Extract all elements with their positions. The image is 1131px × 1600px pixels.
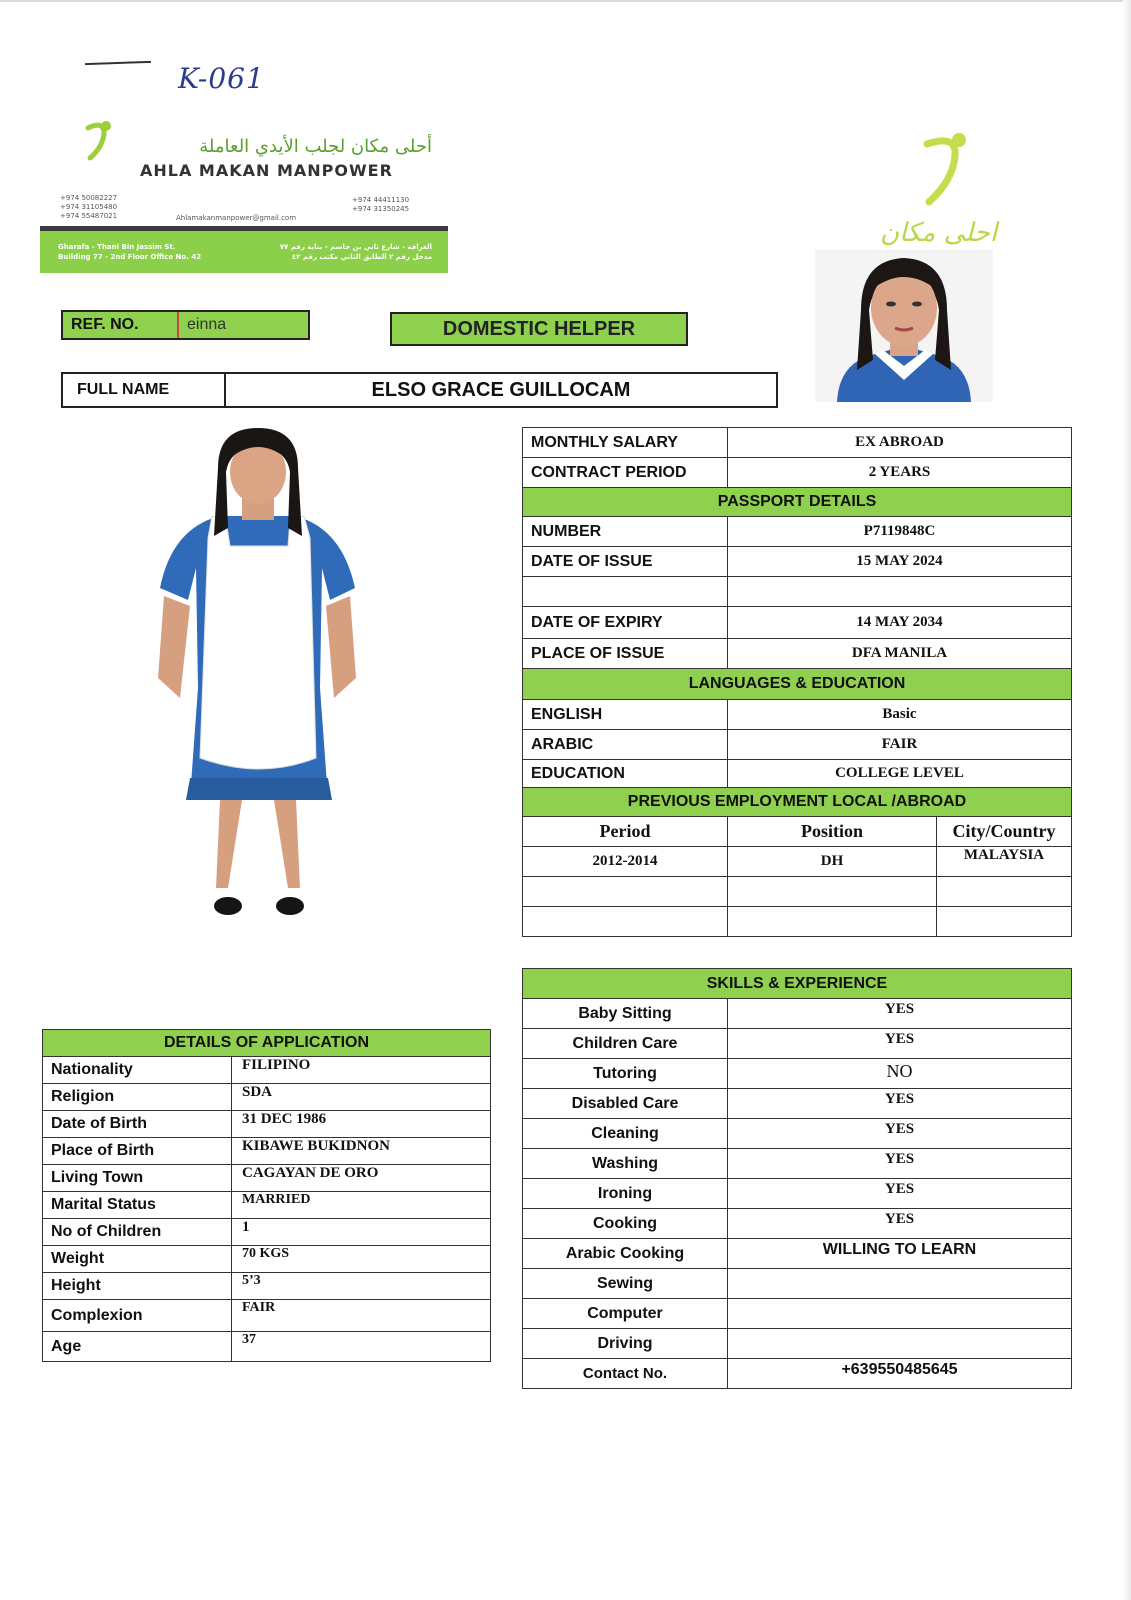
skill-value: [728, 1329, 1072, 1359]
skill-value: [728, 1269, 1072, 1299]
arabic-label: ARABIC: [523, 730, 728, 760]
place-of-issue-value: DFA MANILA: [728, 639, 1072, 669]
detail-value: CAGAYAN DE ORO: [232, 1165, 491, 1192]
skill-value: NO: [728, 1059, 1072, 1089]
salary-label: MONTHLY SALARY: [523, 428, 728, 458]
full-body-photo: [150, 428, 365, 943]
table-row: [523, 1119, 1072, 1149]
table-row: [523, 847, 1072, 877]
blank-label: [523, 577, 728, 607]
table-row: [523, 1329, 1072, 1359]
detail-label: Weight: [43, 1246, 232, 1273]
table-row: [523, 760, 1072, 788]
agency-phones-left: +974 50082227 +974 31105480 +974 55487021: [60, 194, 118, 220]
detail-value: 37: [232, 1332, 491, 1362]
agency-name-arabic: أحلى مكان لجلب الأيدي العاملة: [199, 136, 432, 157]
scan-shadow: [1123, 0, 1131, 1600]
application-section-title: DETAILS OF APPLICATION: [43, 1030, 491, 1057]
table-row: [43, 1192, 491, 1219]
employment-country: MALAYSIA: [937, 847, 1072, 877]
table-row: [523, 1059, 1072, 1089]
section-header: [43, 1030, 491, 1057]
employment-position: [728, 877, 937, 907]
table-row: [523, 547, 1072, 577]
detail-label: No of Children: [43, 1219, 232, 1246]
skill-value: YES: [728, 1119, 1072, 1149]
table-row: [523, 999, 1072, 1029]
employment-section-title: PREVIOUS EMPLOYMENT LOCAL /ABROAD: [523, 788, 1072, 817]
table-row: [523, 730, 1072, 760]
table-row: [523, 907, 1072, 937]
skill-label: Driving: [523, 1329, 728, 1359]
scan-edge: [0, 0, 1131, 2]
contact-value: +639550485645: [728, 1359, 1072, 1389]
table-row: [43, 1246, 491, 1273]
skill-value: WILLING TO LEARN: [728, 1239, 1072, 1269]
table-row: [523, 458, 1072, 488]
skill-label: Sewing: [523, 1269, 728, 1299]
agency-address-en: Gharafa - Thani Bin Jassim St. Building 77 - 2nd Floor Office No. 42: [58, 243, 202, 261]
table-row: [523, 1209, 1072, 1239]
spacer-row: [523, 937, 1072, 969]
skill-value: YES: [728, 1089, 1072, 1119]
section-header: [523, 788, 1072, 817]
agency-phones-right: +974 44411130 +974 31350245: [352, 196, 410, 213]
table-row: [43, 1332, 491, 1362]
passport-photo: [815, 250, 993, 402]
detail-label: Date of Birth: [43, 1111, 232, 1138]
detail-value: 1: [232, 1219, 491, 1246]
agency-address-ar: الغرافة - شارع ثاني بن جاسم - بناية رقم ٧٧ مدخل رقم ٢ الطابق الثاني مكتب رقم ٤٢: [279, 243, 432, 261]
full-name-value: ELSO GRACE GUILLOCAM: [371, 378, 631, 401]
detail-label: Place of Birth: [43, 1138, 232, 1165]
pen-stroke: [85, 61, 151, 65]
contact-label: Contact No.: [523, 1359, 728, 1389]
table-header-row: [523, 817, 1072, 847]
handwritten-ref: K-061: [178, 62, 265, 95]
employment-country: [937, 907, 1072, 937]
table-row: [523, 639, 1072, 669]
agency-logo-large-icon: [915, 130, 975, 210]
full-name-label: FULL NAME: [63, 374, 226, 406]
job-title: DOMESTIC HELPER: [390, 312, 688, 346]
employment-period: [523, 907, 728, 937]
section-header: [523, 969, 1072, 999]
expiry-date-value: 14 MAY 2034: [728, 607, 1072, 639]
table-row: [523, 577, 1072, 607]
salary-value: EX ABROAD: [728, 428, 1072, 458]
employment-country: [937, 877, 1072, 907]
detail-value: FILIPINO: [232, 1057, 491, 1084]
contract-value: 2 YEARS: [728, 458, 1072, 488]
detail-label: Living Town: [43, 1165, 232, 1192]
employment-period: [523, 877, 728, 907]
table-row: [43, 1084, 491, 1111]
detail-value: KIBAWE BUKIDNON: [232, 1138, 491, 1165]
passport-number-label: NUMBER: [523, 517, 728, 547]
table-row: [523, 1269, 1072, 1299]
detail-label: Marital Status: [43, 1192, 232, 1219]
skill-value: YES: [728, 1029, 1072, 1059]
skill-label: Baby Sitting: [523, 999, 728, 1029]
skill-label: Cooking: [523, 1209, 728, 1239]
skill-label: Cleaning: [523, 1119, 728, 1149]
issue-date-value: 15 MAY 2024: [728, 547, 1072, 577]
watermark-arabic: احلى مكان: [880, 218, 998, 248]
passport-number-value: P7119848C: [728, 517, 1072, 547]
detail-label: Religion: [43, 1084, 232, 1111]
employment-position: DH: [728, 847, 937, 877]
agency-name-english: AHLA MAKAN MANPOWER: [140, 161, 393, 180]
table-row: [523, 428, 1072, 458]
skill-label: Arabic Cooking: [523, 1239, 728, 1269]
detail-label: Height: [43, 1273, 232, 1300]
detail-value: FAIR: [232, 1300, 491, 1332]
table-row: [523, 517, 1072, 547]
employee-details-table: [522, 427, 1072, 1389]
english-label: ENGLISH: [523, 700, 728, 730]
skill-label: Ironing: [523, 1179, 728, 1209]
employment-position: [728, 907, 937, 937]
contract-label: CONTRACT PERIOD: [523, 458, 728, 488]
expiry-date-label: DATE OF EXPIRY: [523, 607, 728, 639]
table-row: [523, 877, 1072, 907]
detail-value: 70 KGS: [232, 1246, 491, 1273]
position-header: Position: [728, 817, 937, 847]
skill-value: [728, 1299, 1072, 1329]
section-header: [523, 488, 1072, 517]
english-value: Basic: [728, 700, 1072, 730]
table-row: [523, 1029, 1072, 1059]
table-row: [43, 1219, 491, 1246]
detail-value: 5’3: [232, 1273, 491, 1300]
detail-value: 31 DEC 1986: [232, 1111, 491, 1138]
skill-label: Children Care: [523, 1029, 728, 1059]
place-of-issue-label: PLACE OF ISSUE: [523, 639, 728, 669]
table-row: [523, 1179, 1072, 1209]
table-row: [43, 1057, 491, 1084]
employment-period: 2012-2014: [523, 847, 728, 877]
languages-section-title: LANGUAGES & EDUCATION: [523, 669, 1072, 700]
ref-label: REF. NO.: [63, 312, 179, 338]
agency-email: Ahlamakanmanpower@gmail.com: [176, 214, 297, 222]
table-row: [523, 700, 1072, 730]
table-row: [523, 1149, 1072, 1179]
blank-value: [728, 577, 1072, 607]
table-row: [523, 1299, 1072, 1329]
skill-value: YES: [728, 999, 1072, 1029]
table-row: [43, 1111, 491, 1138]
table-row: [523, 607, 1072, 639]
detail-label: Age: [43, 1332, 232, 1362]
skill-label: Disabled Care: [523, 1089, 728, 1119]
detail-value: MARRIED: [232, 1192, 491, 1219]
skill-label: Computer: [523, 1299, 728, 1329]
table-row: [523, 1359, 1072, 1389]
application-details-table: [42, 1029, 491, 1362]
passport-section-title: PASSPORT DETAILS: [523, 488, 1072, 517]
issue-date-label: DATE OF ISSUE: [523, 547, 728, 577]
skills-section-title: SKILLS & EXPERIENCE: [523, 969, 1072, 999]
table-row: [43, 1273, 491, 1300]
table-row: [43, 1138, 491, 1165]
period-header: Period: [523, 817, 728, 847]
skill-value: YES: [728, 1149, 1072, 1179]
country-header: City/Country: [937, 817, 1072, 847]
detail-label: Complexion: [43, 1300, 232, 1332]
education-label: EDUCATION: [523, 760, 728, 788]
ref-value: einna: [187, 316, 227, 333]
table-row: [523, 1089, 1072, 1119]
arabic-value: FAIR: [728, 730, 1072, 760]
table-row: [523, 1239, 1072, 1269]
education-value: COLLEGE LEVEL: [728, 760, 1072, 788]
full-name-row: [61, 372, 778, 408]
ref-number-box: [61, 310, 310, 340]
section-header: [523, 669, 1072, 700]
skill-value: YES: [728, 1179, 1072, 1209]
skill-label: Tutoring: [523, 1059, 728, 1089]
table-row: [43, 1165, 491, 1192]
table-row: [43, 1300, 491, 1332]
detail-value: SDA: [232, 1084, 491, 1111]
detail-label: Nationality: [43, 1057, 232, 1084]
agency-logo-icon: [78, 118, 122, 162]
skill-label: Washing: [523, 1149, 728, 1179]
skill-value: YES: [728, 1209, 1072, 1239]
